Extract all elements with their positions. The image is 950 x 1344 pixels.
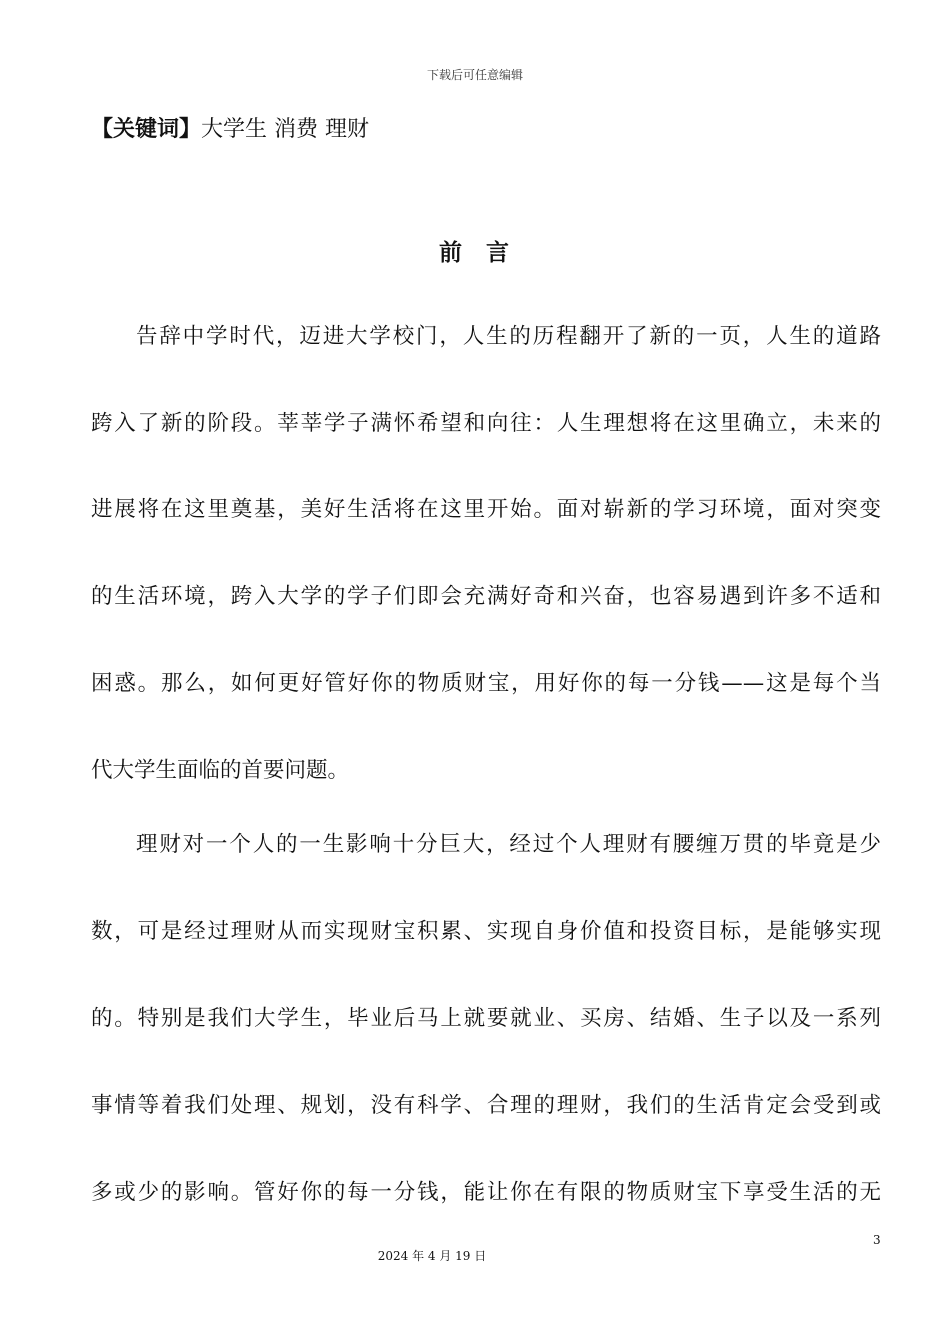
paragraph-line: 多或少的影响。管好你的每一分钱，能让你在有限的物质财宝下享受生活的无 [91, 1180, 881, 1205]
paragraph-line: 告辞中学时代，迈进大学校门，人生的历程翻开了新的一页，人生的道路 [136, 324, 881, 349]
keywords-value: 大学生 消费 理财 [201, 117, 370, 142]
paragraph-line: 跨入了新的阶段。莘莘学子满怀希望和向往：人生理想将在这里确立，未来的 [91, 411, 881, 436]
keywords-label: 【关键词】 [91, 117, 202, 142]
footer-date: 2024 年 4 月 19 日 [377, 1249, 487, 1263]
section-title [0, 234, 950, 267]
header-note: 下载后可任意编辑 [426, 68, 523, 82]
keywords-line [91, 114, 369, 146]
page-number: 3 [873, 1233, 881, 1247]
paragraph-line: 的。特别是我们大学生，毕业后马上就要就业、买房、结婚、生子以及一系列 [91, 1006, 881, 1031]
paragraph-line: 数，可是经过理财从而实现财宝积累、实现自身价值和投资目标，是能够实现 [91, 919, 881, 944]
paragraph-line: 事情等着我们处理、规划，没有科学、合理的理财，我们的生活肯定会受到或 [91, 1093, 881, 1118]
paragraph-line: 进展将在这里奠基，美好生活将在这里开始。面对崭新的学习环境，面对突变 [91, 497, 881, 522]
paragraph-line: 的生活环境，跨入大学的学子们即会充满好奇和兴奋，也容易遇到许多不适和 [91, 584, 881, 609]
paragraph-line: 代大学生面临的首要问题。 [91, 758, 350, 783]
section-title-right: 言 [486, 240, 511, 266]
paragraph-line: 理财对一个人的一生影响十分巨大，经过个人理财有腰缠万贯的毕竟是少 [136, 832, 881, 857]
paragraph-line: 困惑。那么，如何更好管好你的物质财宝，用好你的每一分钱——这是每个当 [91, 671, 881, 696]
section-title-left: 前 [439, 240, 464, 266]
